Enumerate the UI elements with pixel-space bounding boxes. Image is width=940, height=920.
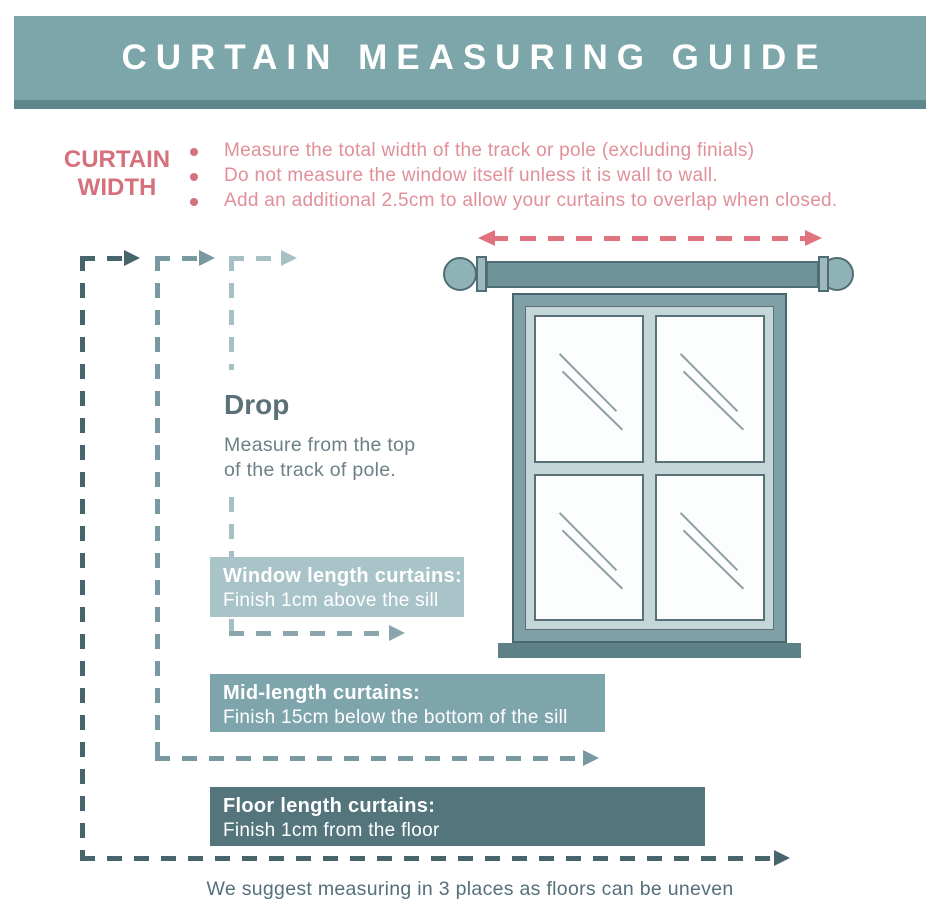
measure-line-1-vertical xyxy=(80,256,85,858)
width-arrow-dashes xyxy=(492,236,806,241)
window-pane xyxy=(534,474,644,622)
measure-line-3-vertical-upper xyxy=(229,256,234,370)
measure-line-1-top-arrow-icon xyxy=(124,250,140,266)
window-pane xyxy=(534,315,644,463)
bullet-text: Measure the total width of the track or pole (excluding finials) xyxy=(224,140,755,161)
floor-length-title: Floor length curtains: xyxy=(223,795,436,817)
mid-length-subtitle: Finish 15cm below the bottom of the sill xyxy=(223,707,568,728)
measure-line-3-bottom-arrow-icon xyxy=(389,625,405,641)
bullet-icon xyxy=(190,148,198,156)
bullet-text: Do not measure the window itself unless it is wall to wall. xyxy=(224,165,718,186)
bullet-text: Add an additional 2.5cm to allow your curtains to overlap when closed. xyxy=(224,190,838,211)
glass-reflection-icon xyxy=(657,476,763,620)
window-illustration xyxy=(512,293,787,643)
measure-line-1-bottom-arrow-icon xyxy=(774,850,790,866)
measure-line-2-top-arrow-icon xyxy=(199,250,215,266)
window-inner-frame xyxy=(525,306,774,630)
curtain-width-label-line2: WIDTH xyxy=(77,174,157,201)
glass-reflection-icon xyxy=(657,317,763,461)
bullet-icon xyxy=(190,173,198,181)
width-instructions-list xyxy=(190,140,838,215)
width-arrow-right-icon xyxy=(805,230,822,246)
header-banner xyxy=(14,16,926,100)
glass-reflection-icon xyxy=(536,476,642,620)
floor-length-box xyxy=(210,787,705,846)
pole-finial-left-icon xyxy=(443,257,477,291)
measure-line-1-top-dashes xyxy=(80,256,124,261)
window-sill-icon xyxy=(498,643,801,658)
drop-description xyxy=(224,433,415,483)
drop-heading: Drop xyxy=(224,389,290,420)
floor-length-subtitle: Finish 1cm from the floor xyxy=(223,820,440,841)
curtain-pole-icon xyxy=(486,261,819,288)
window-length-subtitle: Finish 1cm above the sill xyxy=(223,590,439,611)
measure-line-3-bottom-dashes xyxy=(229,631,389,636)
page-title: CURTAIN MEASURING GUIDE xyxy=(121,38,828,77)
drop-description-line1: Measure from the top xyxy=(224,434,416,456)
header-banner-shadow xyxy=(14,100,926,109)
measure-line-2-bottom-dashes xyxy=(155,756,583,761)
list-item xyxy=(190,140,838,165)
window-length-title: Window length curtains: xyxy=(223,565,462,587)
glass-reflection-icon xyxy=(536,317,642,461)
measure-line-3-vertical-lower xyxy=(229,497,234,557)
bullet-icon xyxy=(190,198,198,206)
window-pane xyxy=(655,474,765,622)
list-item xyxy=(190,165,838,190)
measure-line-2-vertical xyxy=(155,256,160,761)
window-pane xyxy=(655,315,765,463)
pole-collar-right-icon xyxy=(818,256,829,292)
measure-line-3-top-dashes xyxy=(229,256,281,261)
mid-length-box xyxy=(210,674,605,732)
measure-line-2-bottom-arrow-icon xyxy=(583,750,599,766)
mid-length-title: Mid-length curtains: xyxy=(223,682,421,704)
window-length-box xyxy=(210,557,464,617)
measure-line-3-top-arrow-icon xyxy=(281,250,297,266)
list-item xyxy=(190,190,838,215)
measure-line-2-top-dashes xyxy=(155,256,199,261)
curtain-width-label xyxy=(56,146,178,202)
curtain-width-label-line1: CURTAIN xyxy=(63,146,171,173)
drop-description-line2: of the track of pole. xyxy=(224,459,397,481)
footer-note: We suggest measuring in 3 places as floors can be uneven xyxy=(206,878,734,900)
measure-line-1-bottom-dashes xyxy=(80,856,774,861)
